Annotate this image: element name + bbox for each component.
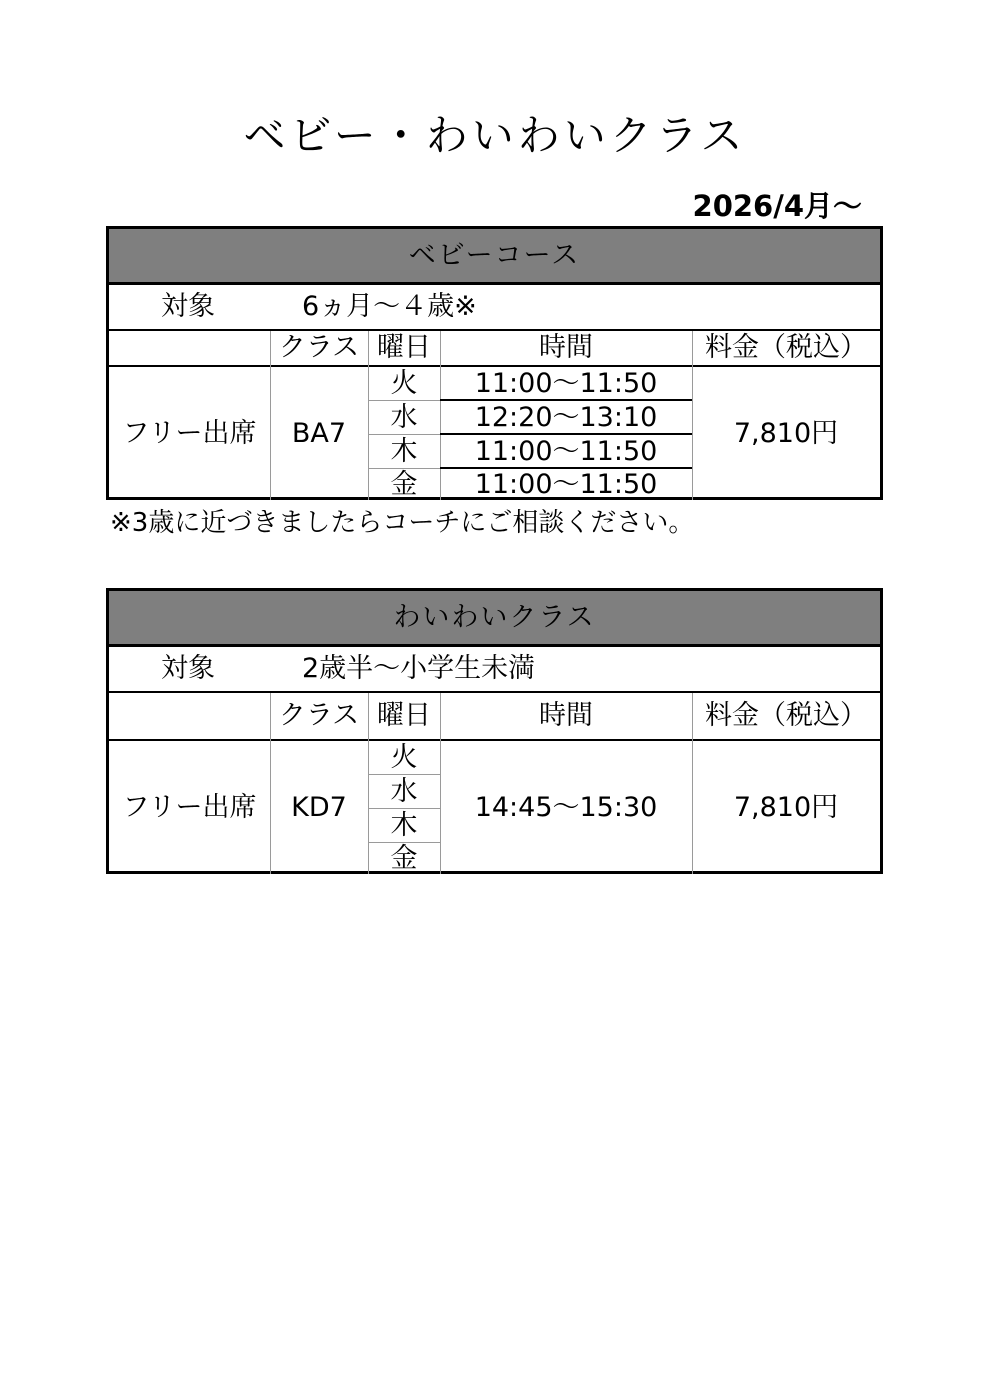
document-title: ベビー・わいわいクラス: [243, 111, 747, 160]
fee-value: 7,810円: [733, 418, 839, 449]
baby-course-note: ※3歳に近づきましたらコーチにご相談ください。: [110, 508, 695, 538]
target-row: [109, 647, 880, 693]
target-value: 2歳半～小学生未満: [302, 653, 536, 684]
header-weekday: 曜日: [377, 332, 431, 363]
course-title: ベビーコース: [109, 229, 880, 285]
target-label: 対象: [161, 291, 215, 322]
waiwai-class-table: [106, 588, 883, 874]
target-row: [109, 285, 880, 331]
header-class: クラス: [278, 700, 360, 731]
header-blank: [109, 331, 270, 365]
class-code: BA7: [291, 418, 347, 449]
course-title: わいわいクラス: [109, 591, 880, 647]
day-friday: 金: [390, 469, 418, 500]
header-blank: [109, 693, 270, 739]
header-time: 時間: [539, 700, 593, 731]
attendance-type: フリー出席: [122, 418, 257, 449]
class-code: KD7: [291, 792, 347, 823]
time-tuesday: 11:00～11:50: [474, 368, 658, 399]
attendance-type: フリー出席: [122, 792, 257, 823]
header-class: クラス: [278, 332, 360, 363]
time-friday: 11:00～11:50: [474, 469, 658, 500]
baby-course-table: [106, 226, 883, 500]
day-tuesday: 火: [390, 368, 418, 399]
day-wednesday: 水: [390, 402, 418, 433]
target-label: 対象: [161, 653, 215, 684]
header-time: 時間: [539, 332, 593, 363]
day-friday: 金: [390, 843, 418, 874]
day-wednesday: 水: [390, 776, 418, 807]
day-tuesday: 火: [390, 742, 418, 773]
header-fee: 料金（税込）: [705, 700, 867, 731]
time-thursday: 11:00～11:50: [474, 436, 658, 467]
fee-value: 7,810円: [733, 792, 839, 823]
effective-date: 2026/4月～: [692, 189, 862, 223]
time-wednesday: 12:20～13:10: [474, 402, 658, 433]
header-weekday: 曜日: [377, 700, 431, 731]
day-thursday: 木: [390, 810, 418, 841]
header-fee: 料金（税込）: [705, 332, 867, 363]
target-value: 6ヵ月～４歳※: [302, 291, 477, 322]
time-value: 14:45～15:30: [474, 792, 658, 823]
day-thursday: 木: [390, 436, 418, 467]
